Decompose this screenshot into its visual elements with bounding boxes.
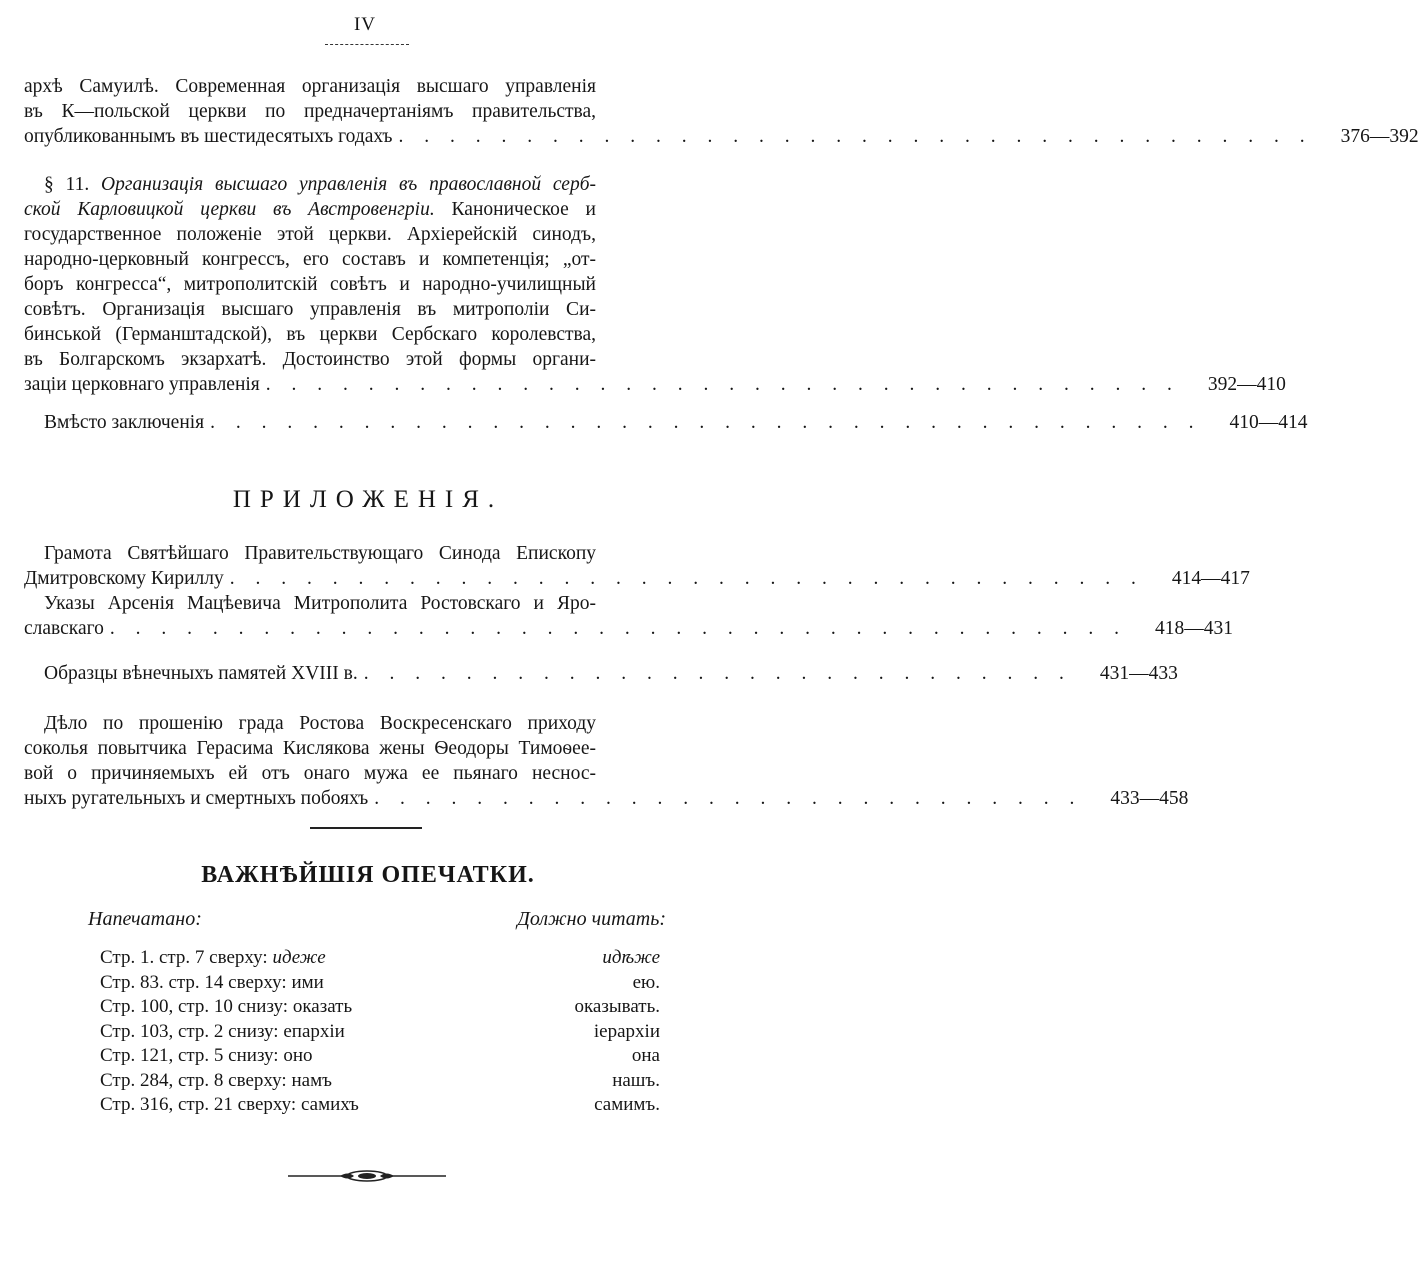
errata-wrong-word: намъ bbox=[291, 1069, 332, 1091]
toc-line: Образцы вѣнечныхъ памятей XVIII в. bbox=[44, 663, 358, 684]
page-number: IV bbox=[353, 14, 377, 35]
toc-line: ныхъ ругательныхъ и смертныхъ побояхъ bbox=[24, 788, 369, 809]
section-title: Организація высшаго управленія въ православной серб- bbox=[101, 174, 597, 195]
errata-table bbox=[100, 946, 660, 1118]
errata-correct: ею. bbox=[632, 971, 660, 993]
errata-printed bbox=[100, 1093, 359, 1118]
page-range: 418—431 bbox=[1155, 618, 1234, 639]
toc-line: бинськой (Германштадской), въ церкви Сербскаго королевства, bbox=[24, 324, 596, 345]
page-range: 376—392 bbox=[1340, 126, 1419, 147]
errata-row bbox=[100, 1020, 660, 1045]
errata-printed bbox=[100, 1020, 345, 1045]
appendix-entry bbox=[24, 661, 1178, 686]
page-range: 433—458 bbox=[1110, 788, 1189, 809]
errata-row bbox=[100, 946, 660, 971]
errata-printed bbox=[100, 1044, 313, 1069]
dot-leader: . . . . . . . . . . . . . . . . . . . . . . . . . . . . . . . . . . . . . . . bbox=[210, 412, 1202, 433]
errata-location: Стр. 316, стр. 21 сверху: bbox=[100, 1094, 301, 1115]
errata-correct: нашъ. bbox=[612, 1069, 660, 1091]
toc-entry-conclusion bbox=[24, 410, 1308, 435]
toc-leader-row bbox=[24, 372, 1286, 397]
dot-leader: . . . . . . . . . . . . . . . . . . . . . . . . . . . . . . . . . . . . bbox=[265, 374, 1180, 395]
page-range: 410—414 bbox=[1229, 412, 1308, 433]
toc-line: соколья повытчика Герасима Кислякова жены Ѳеодоры Тимоѳеe- bbox=[24, 738, 596, 759]
errata-printed bbox=[100, 995, 352, 1020]
errata-location: Стр. 121, стр. 5 снизу: bbox=[100, 1045, 284, 1066]
errata-wrong-word: ими bbox=[291, 971, 324, 993]
toc-line: Дмитровскому Кириллу bbox=[24, 568, 224, 589]
appendices-heading: ПРИЛОЖЕНІЯ. bbox=[232, 486, 504, 513]
section-number: § 11. bbox=[44, 174, 90, 195]
toc-line: заціи церковнаго управленія bbox=[24, 374, 260, 395]
errata-wrong-word: самихъ bbox=[300, 1094, 359, 1115]
toc-entry-samuil bbox=[24, 74, 1419, 149]
toc-line: Указы Арсенія Мацѣевича Митрополита Ростовскаго и Яро- bbox=[44, 593, 596, 614]
dot-leader: . . . . . . . . . . . . . . . . . . . . . . . . . . . . . . . . . . . . . . . . bbox=[109, 618, 1128, 639]
errata-correct: идѣже bbox=[602, 947, 660, 968]
toc-line: архѣ Самуилѣ. Современная организація высшаго управленія bbox=[24, 76, 596, 97]
toc-line: совѣтъ. Организація высшаго управленія въ митрополіи Си- bbox=[24, 299, 596, 320]
errata-correct: она bbox=[631, 1045, 660, 1066]
toc-line: въ К—польской церкви по предначертаніямъ правительства, bbox=[24, 101, 596, 122]
toc-line: опубликованнымъ въ шестидесятыхъ годахъ bbox=[24, 126, 393, 147]
appendix-entry-case bbox=[24, 711, 1189, 811]
errata-printed bbox=[100, 1069, 332, 1094]
errata-printed bbox=[100, 971, 324, 996]
errata-row bbox=[100, 1044, 660, 1069]
toc-leader-row bbox=[24, 661, 1178, 686]
appendix-entry bbox=[24, 591, 1234, 641]
errata-row bbox=[100, 1069, 660, 1094]
toc-text: Каноническое и bbox=[451, 199, 596, 220]
page-range: 414—417 bbox=[1171, 568, 1250, 589]
page-range: 392—410 bbox=[1207, 374, 1286, 395]
toc-leader-row bbox=[24, 786, 1189, 811]
page-number-rule bbox=[325, 44, 409, 45]
errata-row bbox=[100, 995, 660, 1020]
errata-correct: оказывать. bbox=[574, 996, 660, 1017]
errata-correct: іерархіи bbox=[593, 1020, 660, 1042]
toc-line: Дѣло по прошенію града Ростова Воскресенскаго приходу bbox=[44, 713, 596, 734]
errata-read-header: Должно читать: bbox=[517, 908, 666, 930]
errata-location: Стр. 103, стр. 2 снизу: bbox=[100, 1020, 284, 1042]
toc-line: народно-церковный конгрессъ, его составъ и компетенція; „от- bbox=[24, 249, 596, 270]
page-range: 431—433 bbox=[1099, 663, 1178, 684]
errata-wrong-word: оказать bbox=[292, 996, 353, 1017]
toc-line bbox=[24, 172, 596, 197]
toc-leader-row bbox=[24, 124, 1419, 149]
toc-leader-row bbox=[24, 566, 1250, 591]
section-title: ской Карловицкой церкви въ Австровенгріи. bbox=[24, 199, 435, 220]
toc-line: славскаго bbox=[24, 618, 104, 639]
section-divider bbox=[310, 827, 422, 829]
toc-line: Вмѣсто заключенія bbox=[44, 412, 205, 433]
errata-location: Стр. 1. стр. 7 сверху: bbox=[100, 947, 273, 968]
errata-correct: самимъ. bbox=[594, 1094, 660, 1115]
appendix-entry bbox=[24, 541, 1250, 591]
toc-line: вой о причиняемыхъ ей отъ онаго мужа ее пьянаго неснос- bbox=[24, 763, 596, 784]
toc-line: Грамота Святѣйшаго Правительствующаго Синода Епископу bbox=[44, 543, 596, 564]
errata-row bbox=[100, 971, 660, 996]
toc-line: боръ конгресса“, митрополитскій совѣтъ и народно-училищный bbox=[24, 274, 596, 295]
errata-title: ВАЖНѢЙШІЯ ОПЕЧАТКИ. bbox=[201, 862, 535, 888]
dot-leader: . . . . . . . . . . . . . . . . . . . . . . . . . . . . bbox=[363, 663, 1072, 684]
toc-entry-section-11 bbox=[24, 172, 1286, 397]
toc-line bbox=[24, 197, 596, 222]
errata-row bbox=[100, 1093, 660, 1118]
errata-wrong-word: идеже bbox=[272, 947, 326, 968]
errata-location: Стр. 83. стр. 14 сверху: bbox=[100, 971, 292, 993]
dot-leader: . . . . . . . . . . . . . . . . . . . . . . . . . . . . bbox=[374, 788, 1083, 809]
errata-wrong-word: епархіи bbox=[283, 1020, 345, 1042]
errata-location: Стр. 284, стр. 8 сверху: bbox=[100, 1069, 292, 1091]
errata-wrong-word: оно bbox=[283, 1045, 313, 1066]
toc-line: государственное положеніе этой церкви. Архіерейскій синодъ, bbox=[24, 224, 596, 245]
errata-location: Стр. 100, стр. 10 снизу: bbox=[100, 996, 293, 1017]
toc-line: въ Болгарскомъ экзархатѣ. Достоинство этой формы органи- bbox=[24, 349, 596, 370]
dot-leader: . . . . . . . . . . . . . . . . . . . . . . . . . . . . . . . . . . . . bbox=[398, 126, 1313, 147]
ornament-divider bbox=[288, 1168, 446, 1184]
errata-printed-header: Напечатано: bbox=[88, 908, 202, 930]
toc-leader-row bbox=[24, 616, 1234, 641]
errata-printed bbox=[100, 946, 326, 971]
dot-leader: . . . . . . . . . . . . . . . . . . . . . . . . . . . . . . . . . . . . bbox=[229, 568, 1144, 589]
toc-leader-row bbox=[24, 410, 1308, 435]
